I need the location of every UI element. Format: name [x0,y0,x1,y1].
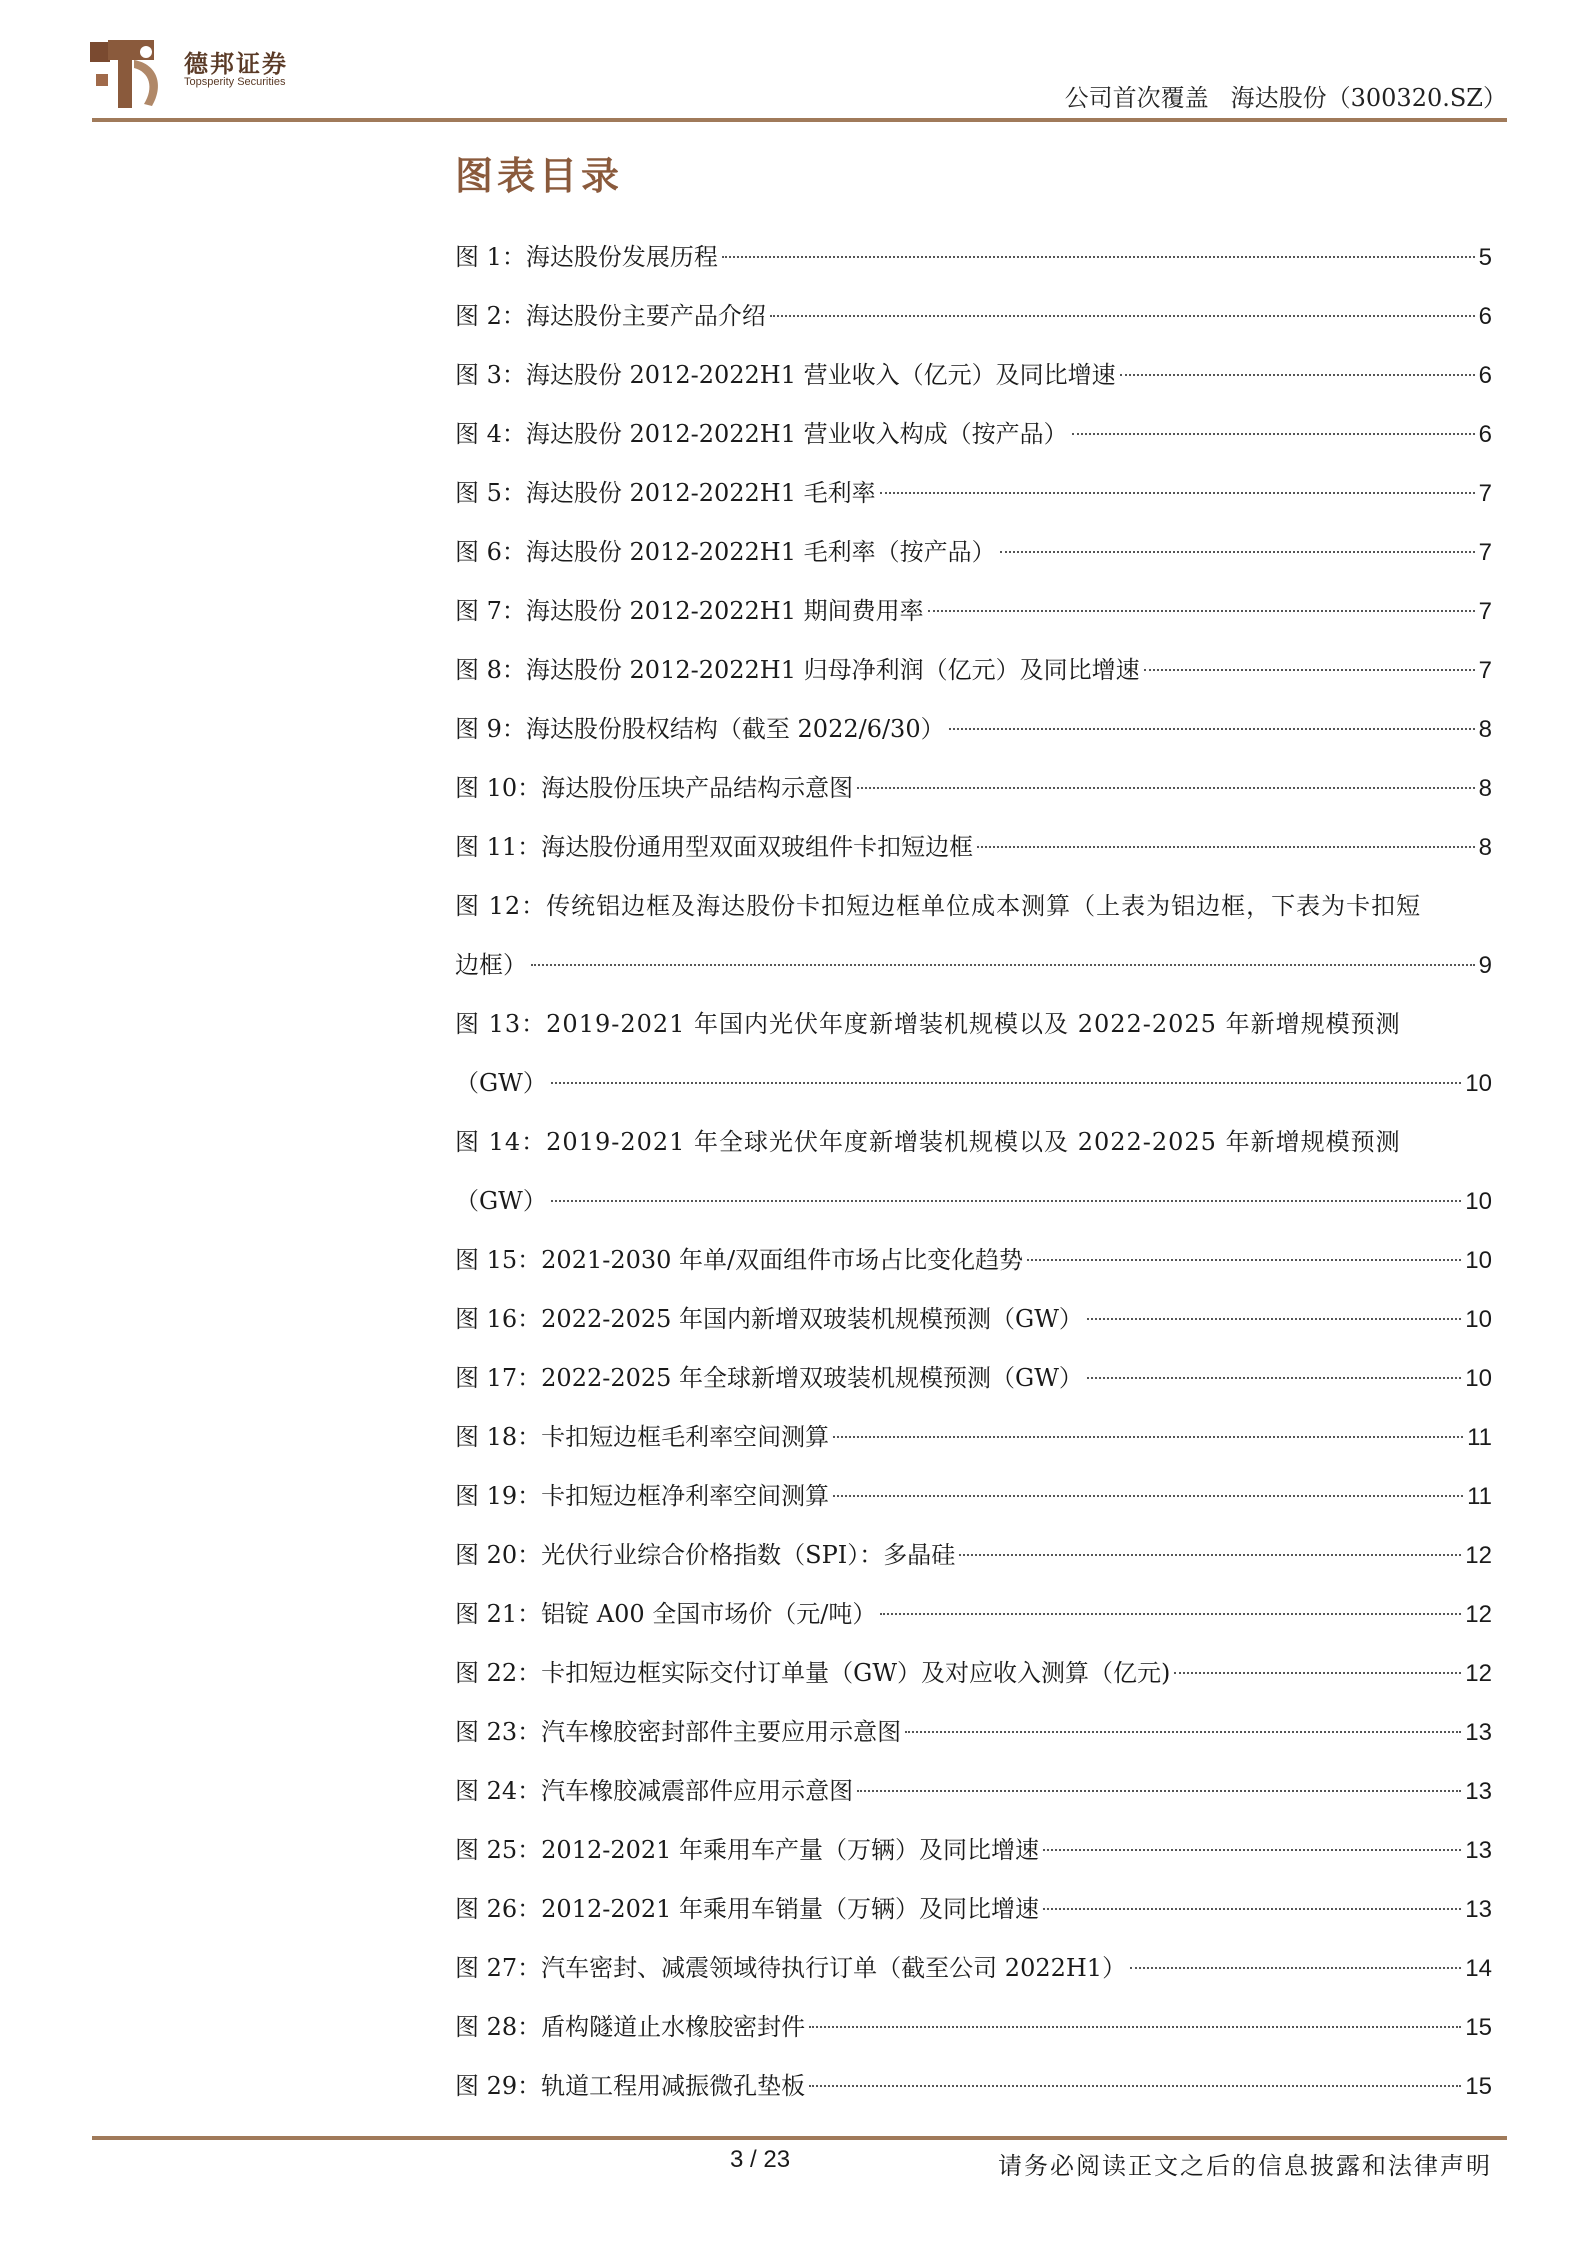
toc-entry-row [455,228,1492,287]
toc-leader-dots [977,846,1474,848]
toc-entry[interactable] [455,228,1492,287]
toc-leader-dots [809,2026,1461,2028]
toc-leader-dots [949,728,1475,730]
toc-entry-page: 8 [1478,716,1492,743]
toc-leader-dots [1027,1259,1461,1261]
toc-leader-dots [531,964,1475,966]
toc-entry[interactable] [455,1880,1492,1939]
toc-entry-row [455,346,1492,405]
toc-leader-dots [905,1731,1461,1733]
toc-entry[interactable] [455,2057,1492,2116]
toc-entry-title: 图 27：汽车密封、减震领域待执行订单（截至公司 2022H1） [455,1954,1127,1982]
toc-entry[interactable] [455,641,1492,700]
toc-entry-row [455,1821,1492,1880]
page-number: 3 / 23 [730,2146,791,2173]
toc-entry-row [455,1703,1492,1762]
toc-entry-row [455,1467,1492,1526]
logo-mark-icon [88,34,174,114]
toc-entry-page: 8 [1478,775,1492,802]
report-type: 公司首次覆盖 [1064,84,1209,112]
toc-entry-page: 11 [1467,1424,1492,1451]
figure-list [455,228,1492,2116]
toc-entry-title: 图 17：2022-2025 年全球新增双玻装机规模预测（GW） [455,1364,1083,1392]
toc-entry-page: 12 [1465,1601,1492,1628]
toc-entry[interactable] [455,700,1492,759]
toc-entry-row [455,641,1492,700]
toc-entry-title: 图 18：卡扣短边框毛利率空间测算 [455,1423,830,1451]
toc-entry-title: 图 8：海达股份 2012-2022H1 归母净利润（亿元）及同比增速 [455,656,1140,684]
toc-entry-title: 图 23：汽车橡胶密封部件主要应用示意图 [455,1718,902,1746]
toc-leader-dots [1043,1849,1461,1851]
toc-entry-row [455,287,1492,346]
toc-entry[interactable] [455,464,1492,523]
toc-entry-row [455,2057,1492,2116]
toc-entry-title: 图 15：2021-2030 年单/双面组件市场占比变化趋势 [455,1246,1024,1274]
toc-entry-title: 边框） [455,951,527,979]
toc-entry-row [455,1054,1492,1113]
toc-entry[interactable] [455,1939,1492,1998]
toc-entry-title-line1: 图 14：2019-2021 年全球光伏年度新增装机规模以及 2022-2025 年新增规模预测 [455,1128,1401,1156]
toc-entry-page: 13 [1465,1719,1492,1746]
toc-entry-page: 9 [1478,952,1492,979]
logo-text-en: Topsperity Securities [184,76,286,88]
toc-entry-title: 图 20：光伏行业综合价格指数（SPI）：多晶硅 [455,1541,956,1569]
toc-entry-title: （GW） [455,1187,547,1215]
toc-entry-title: 图 1：海达股份发展历程 [455,243,718,271]
toc-entry[interactable] [455,1585,1492,1644]
toc-leader-dots [551,1200,1461,1202]
toc-entry-title: 图 25：2012-2021 年乘用车产量（万辆）及同比增速 [455,1836,1040,1864]
toc-entry-page: 15 [1465,2014,1492,2041]
report-header [1043,78,1507,113]
toc-entry-row [455,1762,1492,1821]
toc-entry-page: 13 [1465,1837,1492,1864]
toc-entry-row [455,1939,1492,1998]
toc-entry[interactable] [455,1703,1492,1762]
toc-entry[interactable] [455,759,1492,818]
toc-entry-title: 图 26：2012-2021 年乘用车销量（万辆）及同比增速 [455,1895,1040,1923]
toc-entry-page: 14 [1465,1955,1492,1982]
toc-entry-row [455,1172,1492,1231]
toc-entry-page: 8 [1478,834,1492,861]
toc-leader-dots [1043,1908,1461,1910]
toc-entry-page: 6 [1478,303,1492,330]
toc-entry-page: 10 [1465,1188,1492,1215]
toc-entry-page: 7 [1478,657,1492,684]
toc-leader-dots [1120,374,1475,376]
toc-leader-dots [833,1436,1463,1438]
toc-leader-dots [1174,1672,1461,1674]
toc-entry[interactable] [455,582,1492,641]
toc-entry-row [455,464,1492,523]
toc-leader-dots [959,1554,1461,1556]
toc-entry-row [455,1585,1492,1644]
toc-entry-title: 图 5：海达股份 2012-2022H1 毛利率 [455,479,876,507]
toc-leader-dots [1000,551,1475,553]
toc-entry[interactable] [455,405,1492,464]
company-logo [88,34,328,114]
toc-entry-page: 7 [1478,539,1492,566]
toc-entry-page: 15 [1465,2073,1492,2100]
toc-entry-row [455,1231,1492,1290]
toc-entry-row [455,1880,1492,1939]
toc-entry-page: 10 [1465,1070,1492,1097]
toc-leader-dots [809,2085,1461,2087]
toc-entry-row [455,759,1492,818]
toc-entry-page: 6 [1478,421,1492,448]
toc-entry-title: 图 7：海达股份 2012-2022H1 期间费用率 [455,597,924,625]
toc-leader-dots [1130,1967,1461,1969]
disclaimer: 请务必阅读正文之后的信息披露和法律声明 [998,2152,1492,2180]
toc-leader-dots [722,256,1475,258]
toc-entry[interactable] [455,1762,1492,1821]
toc-entry-title: 图 22：卡扣短边框实际交付订单量（GW）及对应收入测算（亿元) [455,1659,1171,1687]
toc-entry[interactable] [455,1644,1492,1703]
toc-entry-page: 5 [1478,244,1492,271]
toc-entry[interactable] [455,1349,1492,1408]
toc-entry-title-line1: 图 13：2019-2021 年国内光伏年度新增装机规模以及 2022-2025 年新增规模预测 [455,1010,1401,1038]
toc-entry[interactable] [455,1408,1492,1467]
toc-entry-page: 7 [1478,480,1492,507]
toc-entry-row [455,1290,1492,1349]
toc-entry-title: 图 6：海达股份 2012-2022H1 毛利率（按产品） [455,538,996,566]
toc-entry-title: 图 29：轨道工程用减振微孔垫板 [455,2072,806,2100]
toc-leader-dots [880,492,1475,494]
toc-entry[interactable] [455,877,1492,995]
toc-entry-title: 图 3：海达股份 2012-2022H1 营业收入（亿元）及同比增速 [455,361,1116,389]
toc-leader-dots [857,787,1474,789]
toc-entry-row [455,405,1492,464]
toc-entry-row [455,1644,1492,1703]
toc-entry-page: 10 [1465,1306,1492,1333]
toc-entry-row [455,523,1492,582]
toc-entry[interactable] [455,287,1492,346]
header-rule [92,118,1507,122]
toc-entry-title: 图 10：海达股份压块产品结构示意图 [455,774,854,802]
toc-entry[interactable] [455,1526,1492,1585]
toc-entry[interactable] [455,1290,1492,1349]
toc-entry-row [455,1408,1492,1467]
toc-entry-title: 图 9：海达股份股权结构（截至 2022/6/30） [455,715,945,743]
toc-entry-row [455,700,1492,759]
toc-entry-row [455,936,1492,995]
toc-entry[interactable] [455,346,1492,405]
toc-leader-dots [1087,1377,1461,1379]
toc-entry[interactable] [455,523,1492,582]
toc-entry-title: 图 24：汽车橡胶减震部件应用示意图 [455,1777,854,1805]
toc-entry-row [455,582,1492,641]
toc-entry[interactable] [455,1467,1492,1526]
toc-leader-dots [833,1495,1463,1497]
toc-entry-page: 12 [1465,1542,1492,1569]
toc-entry[interactable] [455,818,1492,877]
toc-entry-title: 图 19：卡扣短边框净利率空间测算 [455,1482,830,1510]
toc-entry-row [455,818,1492,877]
toc-entry[interactable] [455,995,1492,1113]
toc-entry-title: （GW） [455,1069,547,1097]
toc-entry[interactable] [455,1821,1492,1880]
toc-leader-dots [857,1790,1461,1792]
toc-entry-row [455,1998,1492,2057]
toc-entry-title: 图 28：盾构隧道止水橡胶密封件 [455,2013,806,2041]
toc-leader-dots [928,610,1475,612]
toc-entry-title: 图 21：铝锭 A00 全国市场价（元/吨） [455,1600,877,1628]
toc-entry-title-line1: 图 12：传统铝边框及海达股份卡扣短边框单位成本测算（上表为铝边框，下表为卡扣短 [455,892,1422,920]
toc-entry-page: 13 [1465,1896,1492,1923]
toc-entry-page: 7 [1478,598,1492,625]
toc-leader-dots [1072,433,1475,435]
toc-entry[interactable] [455,1998,1492,2057]
toc-entry-page: 6 [1478,362,1492,389]
toc-entry-page: 12 [1465,1660,1492,1687]
toc-entry-page: 11 [1467,1483,1492,1510]
toc-entry-row [455,1349,1492,1408]
toc-entry-title: 图 2：海达股份主要产品介绍 [455,302,766,330]
toc-entry[interactable] [455,1231,1492,1290]
toc-entry-page: 10 [1465,1247,1492,1274]
toc-leader-dots [1144,669,1475,671]
toc-leader-dots [1087,1318,1461,1320]
toc-entry-title: 图 4：海达股份 2012-2022H1 营业收入构成（按产品） [455,420,1068,448]
toc-entry-page: 10 [1465,1365,1492,1392]
footer-rule [92,2136,1507,2140]
toc-entry-title: 图 11：海达股份通用型双面双玻组件卡扣短边框 [455,833,974,861]
toc-leader-dots [551,1082,1461,1084]
toc-leader-dots [880,1613,1461,1615]
section-title: 图表目录 [455,153,624,198]
company-name: 海达股份（300320.SZ） [1230,84,1507,112]
toc-entry-row [455,1526,1492,1585]
toc-entry-page: 13 [1465,1778,1492,1805]
toc-entry-title: 图 16：2022-2025 年国内新增双玻装机规模预测（GW） [455,1305,1083,1333]
toc-leader-dots [770,315,1475,317]
toc-entry[interactable] [455,1113,1492,1231]
logo-text-cn: 德邦证券 [184,50,288,78]
